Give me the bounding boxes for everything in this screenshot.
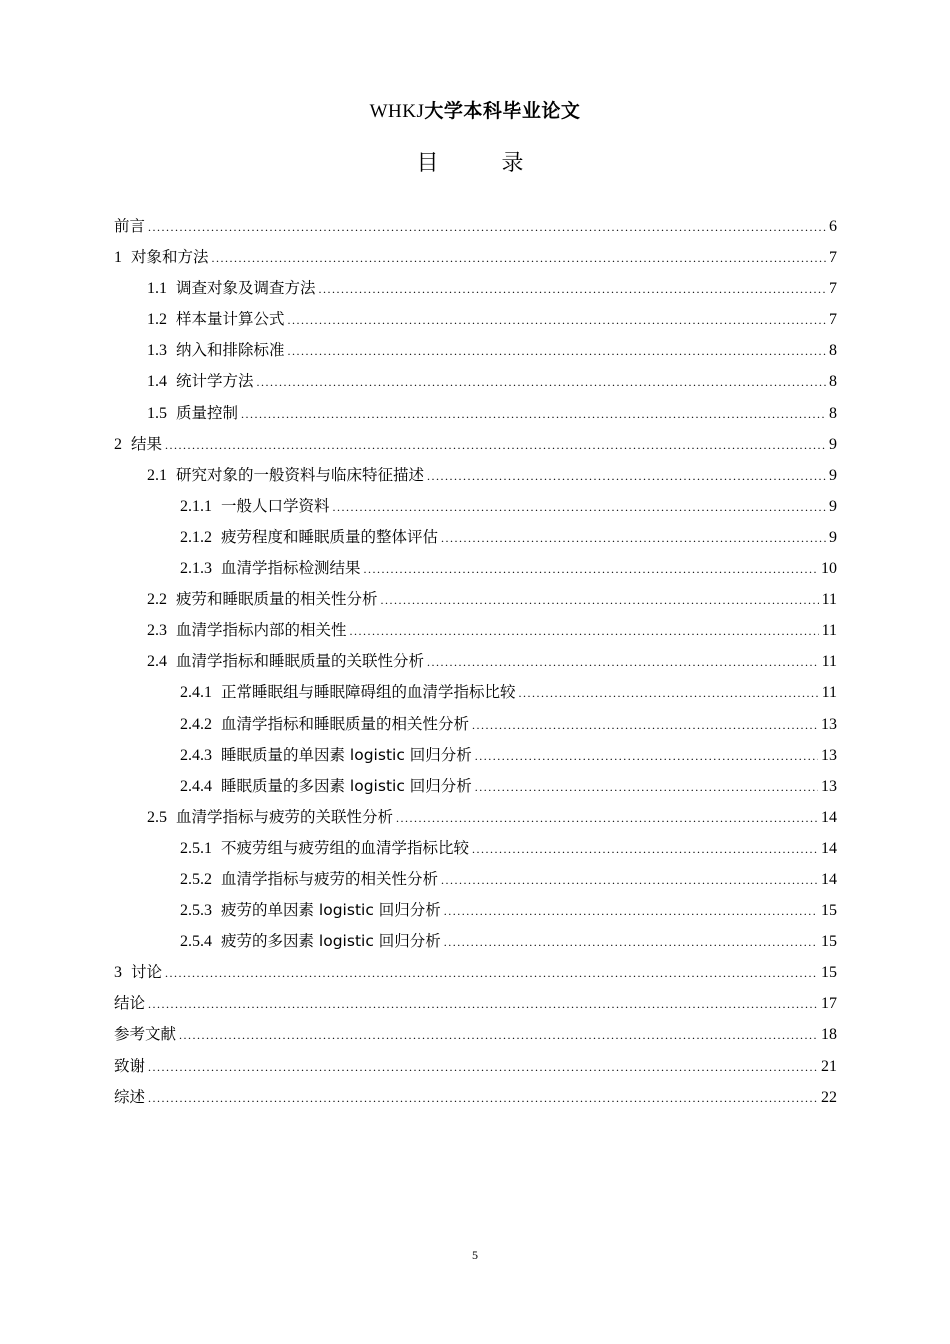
toc-entry[interactable]	[114, 926, 837, 957]
toc-entry[interactable]	[114, 366, 837, 397]
toc-entry[interactable]	[114, 646, 837, 677]
toc-dot-leader	[148, 1083, 818, 1114]
toc-entry[interactable]	[114, 211, 837, 242]
toc-entry-title: 正常睡眠组与睡眠障碍组的血清学指标比较	[221, 683, 516, 702]
toc-entry-number: 2.4.1	[180, 684, 212, 702]
toc-entry[interactable]	[114, 553, 837, 584]
toc-entry-number: 2.4.4	[180, 777, 212, 795]
toc-entry-title: 疲劳的单因素 logistic 回归分析	[221, 901, 441, 920]
toc-entry[interactable]	[114, 584, 837, 615]
toc-entry[interactable]	[114, 740, 837, 771]
toc-entry-title: 前言	[114, 217, 146, 235]
toc-entry-page: 9	[829, 497, 837, 515]
header-latin: WHKJ	[369, 101, 425, 122]
toc-entry-page: 15	[821, 902, 837, 920]
toc-dot-leader	[519, 678, 819, 709]
toc-dot-leader	[148, 212, 826, 243]
toc-dot-leader	[165, 958, 818, 989]
toc-entry-number: 2.5.3	[180, 902, 212, 920]
toc-dot-leader	[475, 772, 818, 803]
toc-entry[interactable]	[114, 304, 837, 335]
toc-entry-title: 研究对象的一般资料与临床特征描述	[176, 465, 425, 484]
toc-entry-page: 7	[829, 249, 837, 267]
toc-entry[interactable]	[114, 460, 837, 491]
toc-entry-title: 血清学指标检测结果	[221, 559, 361, 578]
toc-entry-title: 睡眠质量的单因素 logistic 回归分析	[221, 745, 472, 764]
toc-entry-page: 11	[821, 591, 837, 609]
toc-entry[interactable]	[114, 771, 837, 802]
toc-entry[interactable]	[114, 895, 837, 926]
toc-entry-number: 2.1.1	[180, 497, 212, 515]
toc-entry-page: 10	[821, 560, 837, 578]
toc-entry-title: 致谢	[114, 1056, 146, 1075]
toc-entry-number: 2.1	[147, 466, 167, 484]
toc-dot-leader	[427, 647, 819, 678]
toc-entry-page: 14	[821, 870, 837, 888]
toc-entry-title: 疲劳和睡眠质量的相关性分析	[176, 590, 378, 609]
toc-title: 目 录	[416, 151, 552, 176]
toc-dot-leader	[241, 399, 826, 430]
toc-entry[interactable]	[114, 1019, 837, 1050]
toc-dot-leader	[257, 367, 826, 398]
toc-entry[interactable]	[114, 802, 837, 833]
toc-dot-leader	[444, 896, 818, 927]
toc-entry[interactable]	[114, 615, 837, 646]
toc-entry[interactable]	[114, 833, 837, 864]
toc-entry[interactable]	[114, 491, 837, 522]
toc-entry-page: 14	[821, 808, 837, 826]
toc-entry[interactable]	[114, 242, 837, 273]
toc-entry-number: 2.5.2	[180, 870, 212, 888]
toc-entry-number: 2	[114, 435, 122, 453]
toc-entry-number: 1.5	[147, 404, 167, 422]
toc-dot-leader	[475, 741, 818, 772]
toc-dot-leader	[148, 1052, 818, 1083]
toc-entry-title: 血清学指标和睡眠质量的相关性分析	[221, 714, 470, 733]
toc-dot-leader	[396, 803, 818, 834]
toc-entry-page: 22	[821, 1088, 837, 1106]
toc-entry-title: 不疲劳组与疲劳组的血清学指标比较	[221, 838, 470, 857]
toc-entry-title: 一般人口学资料	[221, 496, 330, 515]
toc-entry[interactable]	[114, 335, 837, 366]
toc-dot-leader	[364, 554, 818, 585]
toc-entry-number: 2.4	[147, 653, 167, 671]
toc-entry-number: 1	[114, 249, 122, 267]
toc-entry-page: 7	[829, 311, 837, 329]
toc-entry-title: 血清学指标与疲劳的相关性分析	[221, 869, 439, 888]
toc-entry-page: 15	[821, 964, 837, 982]
toc-entry-page: 7	[829, 280, 837, 298]
toc-dot-leader	[212, 243, 826, 274]
toc-entry-title: 讨论	[131, 963, 163, 982]
page-number: 5	[472, 1248, 478, 1262]
toc-entry-title: 统计学方法	[176, 372, 254, 391]
toc-entry-title: 调查对象及调查方法	[176, 279, 316, 298]
toc-entry-page: 13	[821, 715, 837, 733]
toc-entry-page: 9	[829, 528, 837, 546]
toc-entry[interactable]	[114, 273, 837, 304]
toc-entry-title: 血清学指标内部的相关性	[176, 621, 347, 640]
toc-dot-leader	[441, 523, 826, 554]
toc-entry-number: 2.1.3	[180, 560, 212, 578]
toc-dot-leader	[333, 492, 826, 523]
toc-entry-page: 18	[821, 1026, 837, 1044]
toc-entry[interactable]	[114, 522, 837, 553]
toc-entry-page: 13	[821, 777, 837, 795]
toc-entry-number: 1.1	[147, 280, 167, 298]
toc-entry-number: 1.2	[147, 311, 167, 329]
toc-entry-title: 纳入和排除标准	[176, 341, 285, 360]
toc-entry[interactable]	[114, 398, 837, 429]
page-header	[0, 96, 950, 123]
toc-entry-page: 13	[821, 746, 837, 764]
table-of-contents	[114, 211, 837, 1113]
toc-entry-title: 疲劳程度和睡眠质量的整体评估	[221, 527, 439, 546]
toc-entry-title: 结果	[131, 434, 163, 453]
toc-entry-title: 参考文献	[114, 1025, 177, 1044]
toc-entry-page: 11	[821, 622, 837, 640]
toc-entry[interactable]	[114, 1082, 837, 1113]
toc-entry-page: 15	[821, 933, 837, 951]
toc-entry-page: 6	[829, 218, 837, 235]
toc-entry-title: 对象和方法	[131, 248, 209, 267]
toc-entry-number: 2.2	[147, 591, 167, 609]
toc-dot-leader	[441, 865, 818, 896]
toc-entry-number: 2.5.1	[180, 839, 212, 857]
toc-entry-number: 2.1.2	[180, 528, 212, 546]
toc-entry-title: 血清学指标和睡眠质量的关联性分析	[176, 652, 425, 671]
toc-entry-title: 血清学指标与疲劳的关联性分析	[176, 807, 394, 826]
toc-entry-number: 2.4.3	[180, 746, 212, 764]
toc-entry-number: 2.3	[147, 622, 167, 640]
toc-entry-title: 样本量计算公式	[176, 310, 285, 329]
header-cjk: 大学本科毕业论文	[424, 100, 581, 122]
toc-dot-leader	[472, 834, 818, 865]
toc-entry-page: 8	[829, 373, 837, 391]
toc-entry[interactable]	[114, 709, 837, 740]
toc-dot-leader	[444, 927, 818, 958]
toc-entry-number: 3	[114, 964, 122, 982]
toc-entry-number: 1.4	[147, 373, 167, 391]
toc-entry[interactable]	[114, 957, 837, 988]
toc-dot-leader	[319, 274, 826, 305]
toc-entry-title: 睡眠质量的多因素 logistic 回归分析	[221, 776, 472, 795]
toc-entry[interactable]	[114, 988, 837, 1019]
toc-dot-leader	[179, 1020, 818, 1051]
toc-dot-leader	[350, 616, 819, 647]
toc-entry-number: 1.3	[147, 342, 167, 360]
toc-entry-page: 17	[821, 995, 837, 1013]
toc-entry-title: 结论	[114, 994, 146, 1013]
toc-dot-leader	[472, 710, 818, 741]
toc-dot-leader	[288, 336, 826, 367]
toc-entry-page: 14	[821, 839, 837, 857]
toc-entry-page: 9	[829, 435, 837, 453]
toc-entry-page: 9	[829, 466, 837, 484]
toc-entry[interactable]	[114, 1051, 837, 1082]
toc-dot-leader	[288, 305, 826, 336]
toc-dot-leader	[381, 585, 819, 616]
toc-dot-leader	[148, 989, 818, 1020]
toc-entry-title: 质量控制	[176, 403, 239, 422]
toc-entry-number: 2.4.2	[180, 715, 212, 733]
toc-entry[interactable]	[114, 429, 837, 460]
toc-entry-title: 疲劳的多因素 logistic 回归分析	[221, 932, 441, 951]
toc-dot-leader	[165, 430, 826, 461]
toc-entry[interactable]	[114, 864, 837, 895]
toc-entry-title: 综述	[114, 1087, 146, 1106]
toc-dot-leader	[427, 461, 826, 492]
toc-entry-page: 11	[821, 653, 837, 671]
toc-entry-number: 2.5.4	[180, 933, 212, 951]
toc-entry-page: 8	[829, 342, 837, 360]
toc-entry-page: 21	[821, 1057, 837, 1075]
toc-entry-number: 2.5	[147, 808, 167, 826]
toc-entry-page: 11	[821, 684, 837, 702]
toc-entry-page: 8	[829, 404, 837, 422]
toc-entry[interactable]	[114, 677, 837, 708]
